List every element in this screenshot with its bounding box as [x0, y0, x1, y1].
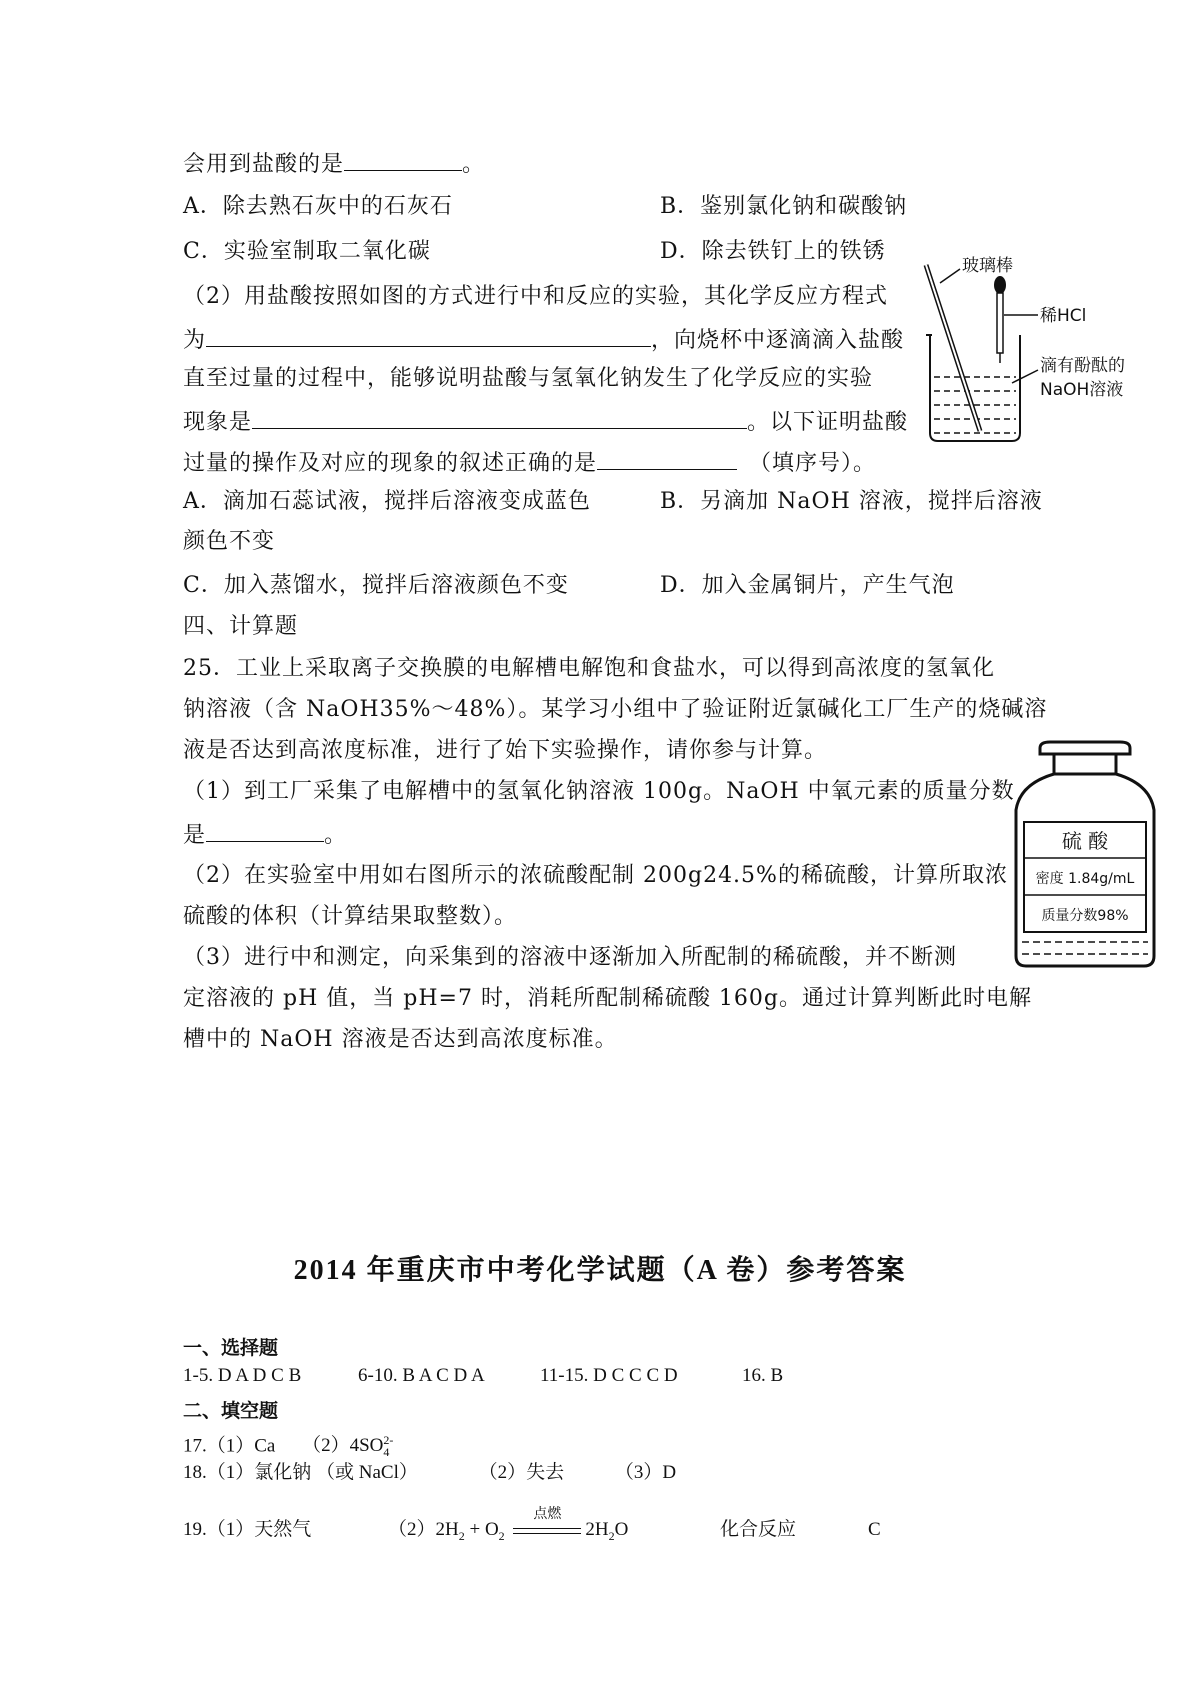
mass-fraction-blank[interactable] — [206, 819, 324, 842]
dilute-hcl-label: 稀HCl — [1040, 306, 1087, 326]
answer-17-part1: 17.（1）Ca — [183, 1435, 276, 1457]
phenolphthalein-label: 滴有酚酞的 — [1040, 356, 1125, 376]
q25-part3-line-3: 槽中的 NaOH 溶液是否达到高浓度标准。 — [183, 1027, 618, 1052]
q24-p2-l4b: 。以下证明盐酸 — [747, 410, 909, 435]
answer-18-part2: （2）失去 — [478, 1462, 565, 1483]
q25-part3-line-1: （3）进行中和测定，向采集到的溶液中逐渐加入所配制的稀硫酸，并不断测 — [183, 945, 957, 970]
answer-18-part1: 18.（1）氯化钠 （或 NaCl） — [183, 1462, 418, 1483]
answer-19-reaction-type: 化合反应 — [720, 1519, 797, 1540]
q24-option-b2: B．另滴加 NaOH 溶液，搅拌后溶液 — [660, 489, 1043, 514]
sulfuric-acid-bottle-figure — [1010, 740, 1170, 980]
q24-p2-l4a: 现象是 — [183, 410, 253, 435]
q24-option-a: A．除去熟石灰中的石灰石 — [183, 194, 453, 219]
q25-line-3: 液是否达到高浓度标准，进行了始下实验操作，请你参与计算。 — [183, 738, 828, 763]
choice-blank[interactable] — [597, 447, 737, 470]
answer-key-title: 2014 年重庆市中考化学试题（A 卷）参考答案 — [293, 1255, 907, 1286]
answer-17-part2: $(2)4SO_4^{2-}$ — [302, 1433, 394, 1460]
q24-line-1 — [183, 148, 485, 179]
q25-part2-line-1: （2）在实验室中用如右图所示的浓硫酸配制 200g24.5%的稀硫酸，计算所取浓 — [183, 863, 1008, 888]
q24-option-b: B．鉴别氯化钠和碳酸钠 — [660, 194, 908, 219]
mc-answers-1-5: 1-5. D A D C B — [183, 1365, 302, 1386]
answer-18 — [183, 1461, 676, 1485]
q24-option-d: D．除去铁钉上的铁锈 — [660, 239, 886, 264]
phenomenon-blank[interactable] — [252, 406, 747, 429]
answer-section-one: 一、选择题 — [183, 1337, 279, 1359]
q25-p1-l2a: 是 — [183, 823, 207, 848]
q25-p1-l2b: 。 — [324, 823, 348, 848]
answer-17 — [183, 1428, 393, 1464]
equation-blank[interactable] — [206, 324, 651, 347]
q24-l1-text: 会用到盐酸的是 — [183, 152, 345, 177]
naoh-solution-label: NaOH溶液 — [1040, 380, 1124, 400]
ignition-condition: 点燃 — [533, 1506, 562, 1522]
bottle-density: 密度 1.84g/mL — [1035, 871, 1135, 887]
answer-section-two: 二、填空题 — [183, 1400, 279, 1422]
q24-option-c: C．实验室制取二氧化碳 — [183, 239, 431, 264]
q24-option-a2: A．滴加石蕊试液，搅拌后溶液变成蓝色 — [183, 489, 591, 514]
reaction-condition-arrow — [513, 1506, 581, 1541]
glass-rod-label: 玻璃棒 — [962, 256, 1013, 276]
q24-part2-line-5 — [183, 447, 876, 478]
q25-part1-line-1: （1）到工厂采集了电解槽中的氢氧化钠溶液 100g。NaOH 中氧元素的质量分数 — [183, 779, 1015, 804]
answer-19-part1: 19.（1）天然气 — [183, 1519, 312, 1540]
q24-p2-l2b: ，向烧杯中逐滴滴入盐酸 — [651, 328, 905, 353]
neutralization-beaker-figure — [900, 255, 1160, 465]
mc-answer-16: 16. B — [742, 1365, 784, 1386]
solution-liquid — [934, 377, 1016, 433]
q24-part2-line-1: （2）用盐酸按照如图的方式进行中和反应的实验，其化学反应方程式 — [183, 284, 888, 309]
q24-part2-line-4 — [183, 406, 908, 437]
mc-answers-6-10: 6-10. B A C D A — [358, 1365, 485, 1386]
q25-line-1: 25．工业上采取离子交换膜的电解槽电解饱和食盐水，可以得到高浓度的氢氧化 — [183, 656, 995, 681]
q24-part2-line-2 — [183, 324, 904, 355]
mc-answers-11-15: 11-15. D C C C D — [540, 1365, 678, 1386]
bottle-mass-fraction: 质量分数98% — [1041, 908, 1129, 924]
q24-option-c2: C．加入蒸馏水，搅拌后溶液颜色不变 — [183, 573, 569, 598]
q25-part3-line-2: 定溶液的 pH 值，当 pH=7 时，消耗所配制稀硫酸 160g。通过计算判断此时电解 — [183, 986, 1033, 1011]
q24-option-b2-cont: 颜色不变 — [183, 529, 276, 554]
q25-part1-line-2 — [183, 819, 347, 850]
q24-part2-line-3: 直至过量的过程中，能够说明盐酸与氢氧化钠发生了化学反应的实验 — [183, 366, 874, 391]
q24-p2-l5a: 过量的操作及对应的现象的叙述正确的是 — [183, 451, 598, 476]
answer-19-part3: C — [868, 1519, 881, 1540]
answer-19-equation: $(2)2H_2 + O_2$ 点燃 $2H_2O$ — [388, 1518, 628, 1548]
dropper-icon — [994, 276, 1006, 363]
q24-option-d2: D．加入金属铜片，产生气泡 — [660, 573, 955, 598]
q25-line-2: 钠溶液（含 NaOH35%～48%）。某学习小组中了验证附近氯碱化工厂生产的烧碱溶 — [183, 697, 1048, 722]
q24-p2-l5b: （填序号）。 — [749, 451, 877, 476]
beaker-icon — [930, 335, 1020, 441]
q24-p2-l2a: 为 — [183, 328, 207, 353]
q25-part2-line-2: 硫酸的体积（计算结果取整数）。 — [183, 904, 518, 929]
bottle-label-title: 硫 酸 — [1061, 829, 1109, 853]
q24-l1-end: 。 — [462, 152, 486, 177]
bottle-liquid — [1022, 942, 1148, 954]
answer-18-part3: （3）D — [614, 1462, 677, 1483]
section-four-heading: 四、计算题 — [183, 614, 299, 639]
answer-blank[interactable] — [344, 148, 462, 171]
